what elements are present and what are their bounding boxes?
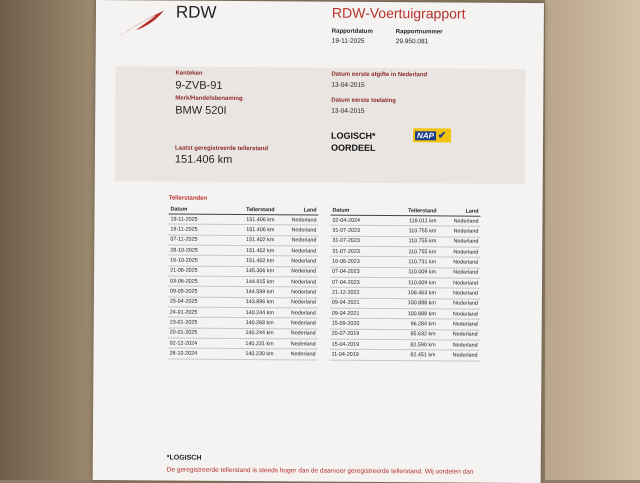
- afgifte-value: 13-04-2015: [331, 81, 365, 89]
- oordeel-line2: OORDEEL: [330, 142, 376, 153]
- cell-land: Nederland: [275, 349, 317, 360]
- rapportdatum-value: 19-11-2025: [331, 37, 365, 45]
- cell-datum: 02-04-2024: [330, 215, 386, 226]
- cell-datum: 07-04-2023: [330, 277, 386, 288]
- cell-datum: 15-09-2020: [330, 319, 386, 330]
- rdw-feather-logo: [118, 6, 168, 38]
- nap-badge: [413, 128, 451, 142]
- footnote-text: De geregistreerde tellerstand is steeds hoger dan de daarvoor geregistreerde tellerstand. Wij oordelen dan: [166, 466, 474, 476]
- merk-value: BMW 520I: [175, 104, 227, 117]
- cell-tellerstand: 118.011 km: [386, 216, 438, 227]
- header-datum: Datum: [331, 207, 387, 216]
- cell-datum: 11-04-2019: [329, 350, 385, 361]
- cell-datum: 09-04-2021: [330, 308, 386, 319]
- cell-land: Nederland: [438, 247, 480, 258]
- cell-datum: 21-06-2025: [168, 266, 224, 277]
- cell-tellerstand: 140.268 km: [224, 318, 276, 329]
- cell-datum: 09-05-2025: [168, 286, 224, 297]
- cell-tellerstand: 144.915 km: [224, 276, 276, 287]
- cell-land: Nederland: [438, 237, 480, 248]
- cell-land: Nederland: [276, 277, 318, 288]
- cell-tellerstand: 110.009 km: [386, 267, 438, 278]
- report-page: [93, 0, 544, 483]
- cell-tellerstand: 85.632 km: [386, 329, 438, 340]
- org-name: RDW: [175, 2, 217, 22]
- background-right: [545, 0, 640, 480]
- rapportdatum-label: Rapportdatum: [331, 28, 373, 35]
- cell-datum: 03-06-2025: [168, 276, 224, 287]
- cell-datum: 25-04-2025: [168, 297, 224, 308]
- rapportnummer-value: 29.950.081: [395, 38, 429, 46]
- cell-datum: 31-07-2023: [330, 225, 386, 236]
- tellerstand-label: Laatst geregistreerde tellerstand: [174, 145, 269, 153]
- cell-tellerstand: 151.406 km: [224, 214, 276, 225]
- cell-land: Nederland: [438, 288, 480, 299]
- cell-tellerstand: 151.402 km: [224, 235, 276, 246]
- cell-land: Nederland: [276, 329, 318, 340]
- cell-land: Nederland: [437, 350, 479, 361]
- cell-datum: 21-12-2022: [330, 288, 386, 299]
- cell-datum: 31-07-2023: [330, 246, 386, 257]
- nap-badge-text: NAP: [417, 130, 434, 140]
- cell-land: Nederland: [276, 215, 318, 226]
- cell-tellerstand: 140.230 km: [223, 349, 275, 360]
- cell-land: Nederland: [438, 226, 480, 237]
- cell-datum: 16-10-2025: [168, 255, 224, 266]
- tellerstanden-title: Tellerstanden: [168, 195, 208, 202]
- header-land: Land: [277, 206, 319, 215]
- cell-datum: 31-07-2023: [330, 236, 386, 247]
- nap-check-icon: ✔: [437, 129, 447, 141]
- table-row: [167, 348, 317, 359]
- tellerstanden-table-right: [329, 207, 480, 362]
- oordeel-verdict: [331, 130, 376, 154]
- cell-land: Nederland: [276, 298, 318, 309]
- cell-datum: 02-12-2024: [168, 338, 224, 349]
- cell-tellerstand: 110.755 km: [386, 226, 438, 237]
- merk-label: Merk/Handelsbenaming: [175, 95, 243, 103]
- cell-tellerstand: 140.231 km: [224, 339, 276, 350]
- cell-land: Nederland: [438, 216, 480, 227]
- cell-tellerstand: 110.755 km: [386, 236, 438, 247]
- cell-datum: 15-04-2019: [330, 339, 386, 350]
- cell-tellerstand: 108.463 km: [386, 288, 438, 299]
- cell-datum: 19-11-2025: [168, 224, 224, 235]
- cell-land: Nederland: [276, 318, 318, 329]
- cell-datum: 20-07-2019: [330, 329, 386, 340]
- cell-datum: 07-04-2023: [330, 267, 386, 278]
- cell-datum: 16-06-2023: [330, 257, 386, 268]
- cell-land: Nederland: [276, 235, 318, 246]
- cell-datum: 20-01-2025: [168, 328, 224, 339]
- cell-datum: 09-04-2021: [330, 298, 386, 309]
- kenteken-value: 9-ZVB-91: [175, 79, 223, 92]
- header-tellerstand: Tellerstand: [225, 206, 277, 215]
- cell-land: Nederland: [276, 287, 318, 298]
- cell-land: Nederland: [438, 278, 480, 289]
- cell-land: Nederland: [438, 330, 480, 341]
- toelating-label: Datum eerste toelating: [331, 97, 397, 105]
- cell-tellerstand: 82.590 km: [386, 340, 438, 351]
- cell-tellerstand: 82.451 km: [385, 350, 437, 361]
- cell-datum: 19-11-2025: [168, 214, 224, 225]
- cell-land: Nederland: [438, 319, 480, 330]
- report-title: RDW-Voertuigrapport: [331, 4, 466, 22]
- header-datum: Datum: [169, 206, 225, 215]
- tellerstanden-table-left: [167, 206, 318, 361]
- cell-tellerstand: 110.009 km: [386, 278, 438, 289]
- cell-tellerstand: 96.284 km: [386, 319, 438, 330]
- cell-tellerstand: 144.599 km: [224, 287, 276, 298]
- cell-datum: 24-01-2025: [168, 307, 224, 318]
- cell-tellerstand: 100.888 km: [386, 309, 438, 320]
- cell-tellerstand: 145.306 km: [224, 266, 276, 277]
- cell-land: Nederland: [438, 268, 480, 279]
- cell-land: Nederland: [276, 256, 318, 267]
- rapportnummer-label: Rapportnummer: [395, 29, 443, 36]
- header-tellerstand: Tellerstand: [387, 207, 439, 216]
- cell-datum: 23-01-2025: [168, 317, 224, 328]
- cell-tellerstand: 110.755 km: [386, 247, 438, 258]
- cell-tellerstand: 140.244 km: [224, 328, 276, 339]
- cell-tellerstand: 151.402 km: [224, 256, 276, 267]
- toelating-value: 13-04-2015: [331, 107, 365, 115]
- cell-datum: 07-11-2025: [168, 235, 224, 246]
- cell-land: Nederland: [438, 309, 480, 320]
- background-left: [0, 0, 95, 480]
- cell-land: Nederland: [276, 308, 318, 319]
- cell-land: Nederland: [438, 340, 480, 351]
- cell-tellerstand: 143.896 km: [224, 297, 276, 308]
- cell-tellerstand: 151.406 km: [224, 225, 276, 236]
- cell-land: Nederland: [276, 266, 318, 277]
- table-row: [329, 350, 479, 361]
- cell-datum: 28-10-2024: [167, 348, 223, 359]
- cell-land: Nederland: [438, 299, 480, 310]
- cell-tellerstand: 140.244 km: [224, 307, 276, 318]
- oordeel-line1: LOGISCH*: [331, 130, 376, 141]
- cell-tellerstand: 100.888 km: [386, 298, 438, 309]
- footnote-title: *LOGISCH: [166, 454, 202, 462]
- afgifte-label: Datum eerste afgifte in Nederland: [331, 71, 428, 79]
- cell-datum: 28-10-2025: [168, 245, 224, 256]
- header-land: Land: [439, 207, 481, 216]
- cell-land: Nederland: [276, 225, 318, 236]
- cell-land: Nederland: [438, 257, 480, 268]
- tellerstand-value: 151.406 km: [174, 153, 233, 166]
- kenteken-label: Kenteken: [175, 70, 203, 77]
- cell-tellerstand: 151.402 km: [224, 245, 276, 256]
- cell-tellerstand: 110.731 km: [386, 257, 438, 268]
- cell-land: Nederland: [276, 246, 318, 257]
- cell-land: Nederland: [276, 339, 318, 350]
